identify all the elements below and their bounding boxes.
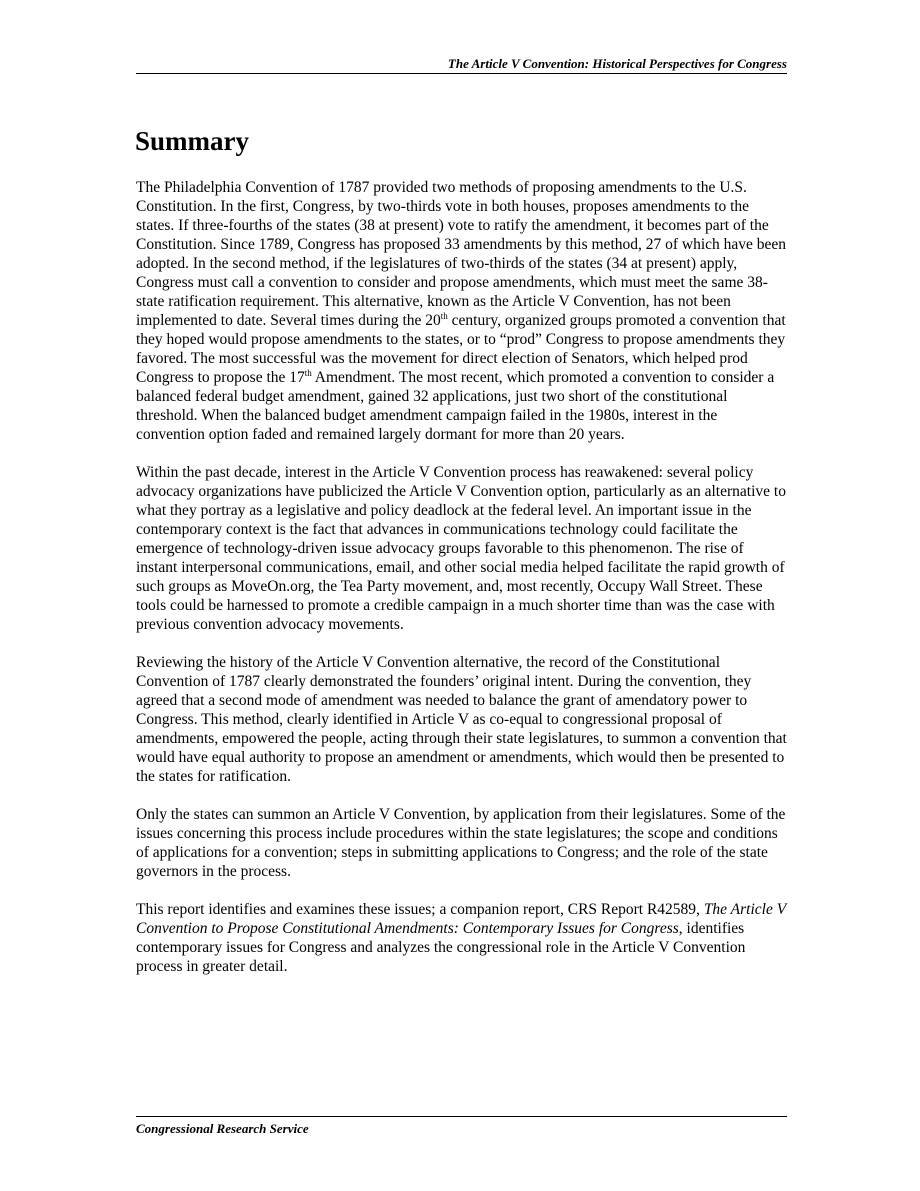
header-divider — [136, 73, 787, 74]
summary-body — [136, 178, 788, 995]
summary-paragraph-1 — [136, 178, 788, 444]
ordinal-superscript: th — [440, 310, 448, 321]
companion-report-title: The Article V Convention to Propose Constitutional Amendments: Contemporary Issues for Congress — [136, 901, 786, 937]
footer-organization: Congressional Research Service — [136, 1121, 309, 1136]
summary-paragraph-4: Only the states can summon an Article V Convention, by application from their legislatures. Some of the issues concerning this process include procedures within the state legislatures; the scope and conditions of applications for a convention; steps in submitting applications to Congress; and the role of the state governors in the process. — [136, 806, 786, 880]
ordinal-superscript: th — [304, 367, 312, 378]
paragraph-1-text-b: century, organized groups promoted a convention that they hoped would propose amendments to the states, or to “prod” Congress to propose amendments they favored. The most successful was the movement for direct election of Senators, which helped prod Congress to propose the 17 — [136, 312, 786, 386]
paragraph-1-text-a: The Philadelphia Convention of 1787 provided two methods of proposing amendments to the U.S. Constitution. In the first, Congress, by two-thirds vote in both houses, proposes amendments to the states. If three-fourths of the states (38 at present) vote to ratify the amendment, it becomes part of the Constitution. Since 1789, Congress has proposed 33 amendments by this method, 27 of which have been adopted. In the second method, if the legislatures of two-thirds of the states (34 at present) apply, Congress must call a convention to consider and propose amendments, which must meet the same 38-state ratification requirement. This alternative, known as the Article V Convention, has not been implemented to date. Several times during the 20 — [136, 179, 787, 329]
summary-paragraph-5 — [136, 900, 788, 976]
paragraph-5-text-b: , identifies contemporary issues for Congress and analyzes the congressional role in the Article V Convention process in greater detail. — [136, 920, 746, 975]
paragraph-5-text-a: This report identifies and examines these issues; a companion report, CRS Report R42589, — [136, 901, 704, 918]
paragraph-1-text-c: Amendment. The most recent, which promoted a convention to consider a balanced federal budget amendment, gained 32 applications, just two short of the constitutional threshold. When the balanced budget amendment campaign failed in the 1980s, interest in the convention option faded and remained largely dormant for more than 20 years. — [136, 369, 775, 443]
footer-divider — [136, 1116, 787, 1117]
summary-paragraph-3: Reviewing the history of the Article V Convention alternative, the record of the Constitutional Convention of 1787 clearly demonstrated the founders’ original intent. During the convention, they agreed that a second mode of amendment was needed to balance the grant of amendatory power to Congress. This method, clearly identified in Article V as co-equal to congressional proposal of amendments, empowered the people, acting through their state legislatures, to summon a convention that would have equal authority to propose an amendment or amendments, which would then be presented to the states for ratification. — [136, 654, 787, 785]
running-header: The Article V Convention: Historical Perspectives for Congress — [447, 56, 787, 71]
page-title: Summary — [135, 126, 249, 156]
summary-paragraph-2: Within the past decade, interest in the Article V Convention process has reawakened: several policy advocacy organizations have publicized the Article V Convention option, particularly as an alternative to what they portray as a legislative and policy deadlock at the federal level. An important issue in the contemporary context is the fact that advances in communications technology could facilitate the emergence of technology-driven issue advocacy groups favorable to this phenomenon. The rise of instant interpersonal communications, email, and other social media helped facilitate the rapid growth of such groups as MoveOn.org, the Tea Party movement, and, most recently, Occupy Wall Street. These tools could be harnessed to promote a credible campaign in a much shorter time than was the case with previous convention advocacy movements. — [136, 464, 786, 633]
